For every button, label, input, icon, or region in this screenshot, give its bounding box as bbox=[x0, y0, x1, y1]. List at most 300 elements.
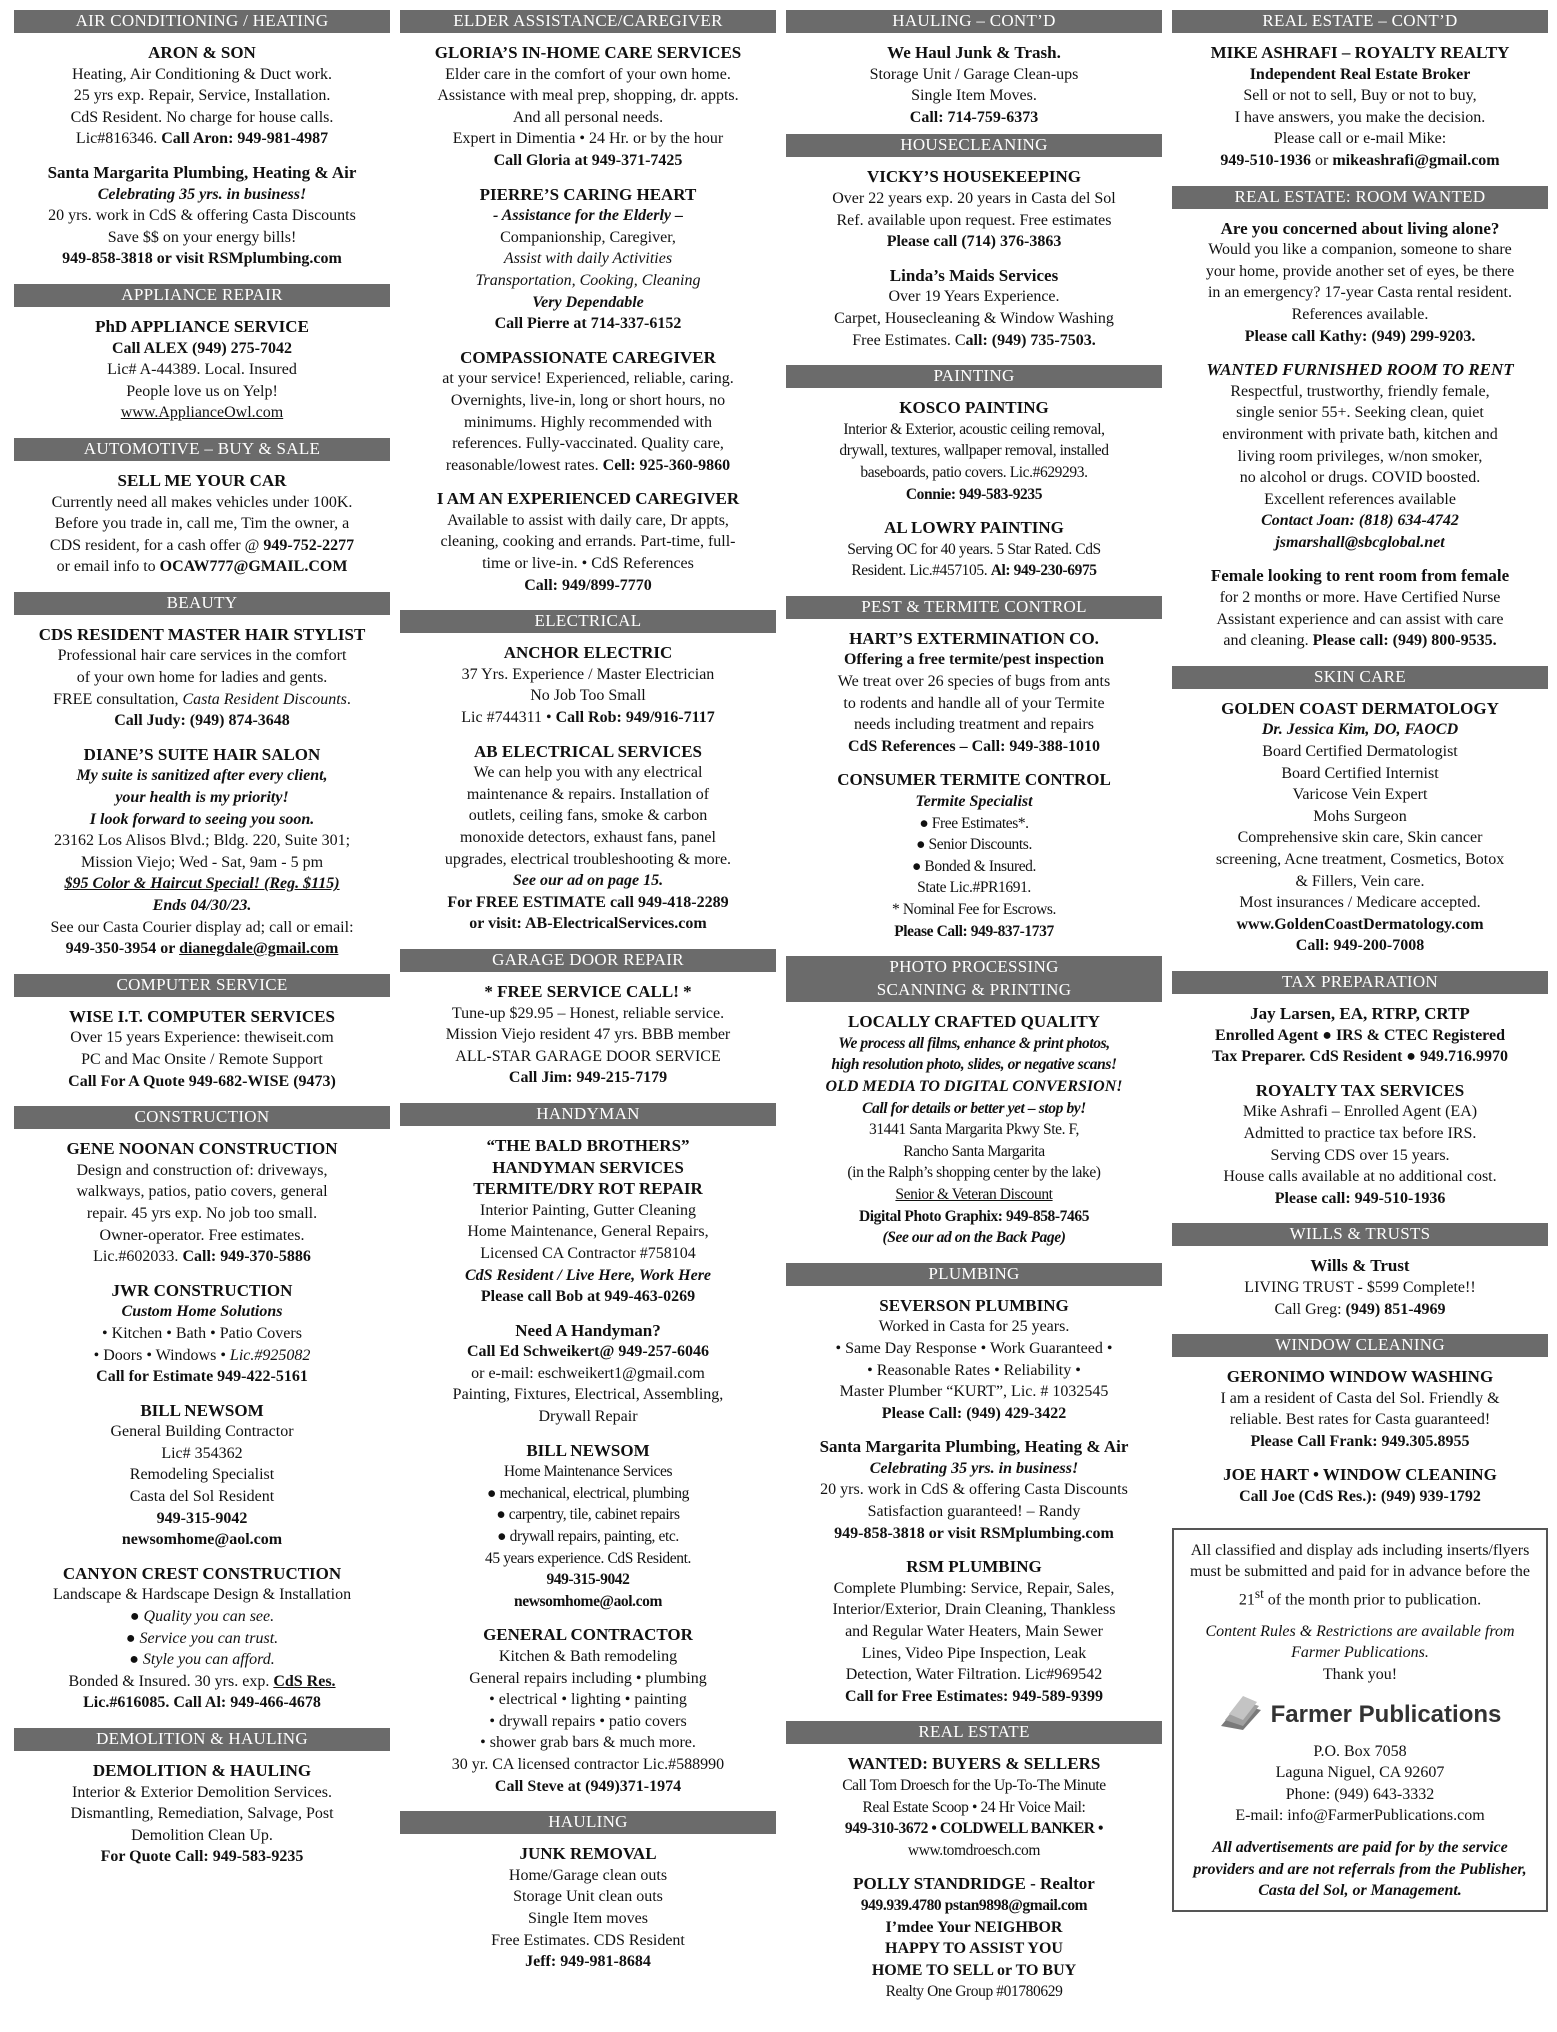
ad-kosco-painting bbox=[786, 397, 1162, 505]
ad-line: 37 Yrs. Experience / Master Electrician bbox=[461, 665, 715, 683]
section-header-housecleaning: HOUSECLEANING bbox=[786, 134, 1162, 157]
license-text: Lic #744311 • bbox=[461, 709, 552, 727]
column-2 bbox=[400, 8, 776, 2032]
ad-line: • Reasonable Rates • Reliability • bbox=[867, 1361, 1081, 1379]
publisher-notice-box bbox=[1172, 1528, 1548, 1912]
ad-al-lowry-painting bbox=[786, 517, 1162, 582]
ad-junk-removal bbox=[400, 1843, 776, 1973]
ad-line: Sell or not to sell, Buy or not to buy, bbox=[1243, 87, 1477, 105]
ad-general-contractor bbox=[400, 1624, 776, 1797]
section-header-painting: PAINTING bbox=[786, 365, 1162, 388]
ad-title: RSM PLUMBING bbox=[906, 1557, 1042, 1577]
column-1 bbox=[14, 8, 390, 2032]
ad-line: Lic# 354362 bbox=[161, 1444, 243, 1462]
ad-line: Assistance with meal prep, shopping, dr. appts. bbox=[437, 87, 739, 105]
ad-contact bbox=[1172, 150, 1548, 172]
ad-contact: Please call Kathy: (949) 299-9203. bbox=[1244, 327, 1476, 345]
ad-line: 23162 Los Alisos Blvd.; Bldg. 220, Suite 301; bbox=[53, 832, 351, 850]
ad-line: Board Certified Internist bbox=[1281, 764, 1439, 782]
discount-text: Casta Resident Discounts bbox=[182, 690, 347, 708]
section-header-electrical: ELECTRICAL bbox=[400, 610, 776, 633]
phone-text: all: (949) 735-7503. bbox=[965, 331, 1096, 349]
ad-line: Over 19 Years Experience. bbox=[888, 288, 1060, 306]
ad-line: Rancho Santa Margarita bbox=[903, 1142, 1045, 1160]
ad-title: BILL NEWSOM bbox=[140, 1400, 264, 1420]
ad-contact: Call: 714-759-6373 bbox=[909, 108, 1039, 126]
ad-tagline: Independent Real Estate Broker bbox=[1249, 65, 1471, 83]
ad-line: Comprehensive skin care, Skin cancer bbox=[1237, 829, 1483, 847]
ad-joan-room bbox=[1172, 359, 1548, 553]
ad-line: 45 years experience. CdS Resident. bbox=[485, 1549, 691, 1567]
ad-line: And all personal needs. bbox=[512, 108, 664, 126]
ad-line: Satisfaction guaranteed! – Randy bbox=[867, 1503, 1081, 1521]
ad-wise-it bbox=[14, 1006, 390, 1092]
ad-contact: Call ALEX (949) 275-7042 bbox=[112, 339, 292, 357]
section-header-photo-processing: PHOTO PROCESSING bbox=[786, 956, 1162, 979]
ad-line: Overnights, live-in, long or short hours, no bbox=[450, 391, 726, 409]
ad-line: Home Maintenance Services bbox=[503, 1463, 673, 1481]
section-header-garage-door: GARAGE DOOR REPAIR bbox=[400, 949, 776, 972]
ad-consumer-termite bbox=[786, 769, 1162, 942]
ad-bullet: ● Service you can trust. bbox=[125, 1629, 279, 1647]
ad-contact: Call for Estimate 949-422-5161 bbox=[96, 1368, 308, 1386]
email-text: newsomhome@aol.com bbox=[514, 1592, 662, 1610]
ad-line: Worked in Casta for 25 years. bbox=[878, 1318, 1070, 1336]
ad-line: environment with private bath, kitchen and bbox=[1222, 425, 1498, 443]
ad-line: ALL-STAR GARAGE DOOR SERVICE bbox=[455, 1047, 721, 1065]
section-header-air-conditioning: AIR CONDITIONING / HEATING bbox=[14, 10, 390, 33]
ad-line: Interior Painting, Gutter Cleaning bbox=[480, 1201, 696, 1219]
ad-tagline: See our ad on page 15. bbox=[512, 872, 664, 890]
ad-line: no alcohol or drugs. COVID boosted. bbox=[1239, 469, 1481, 487]
ad-contact: Please Call Frank: 949.305.8955 bbox=[1250, 1432, 1470, 1450]
ad-line: Respectful, trustworthy, friendly female, bbox=[1230, 382, 1490, 400]
ad-contact: Call for Free Estimates: 949-589-9399 bbox=[844, 1687, 1103, 1705]
ad-text: Call Greg: bbox=[1274, 1300, 1342, 1318]
ad-line: HOME TO SELL or TO BUY bbox=[871, 1961, 1077, 1979]
ad-title: SELL ME YOUR CAR bbox=[117, 470, 287, 490]
ad-text: Bonded & Insured. 30 yrs. exp. bbox=[68, 1672, 270, 1690]
ad-anchor-electric bbox=[400, 642, 776, 728]
ad-bullet: ● Style you can afford. bbox=[129, 1651, 275, 1669]
ad-contact: Call Ed Schweikert@ 949-257-6046 bbox=[467, 1343, 709, 1361]
ad-special-end: Ends 04/30/23. bbox=[152, 897, 252, 914]
farmer-publications-logo bbox=[1184, 1696, 1536, 1735]
ad-tagline: your health is my priority! bbox=[115, 789, 289, 807]
section-header-hauling-contd: HAULING – CONT’D bbox=[786, 10, 1162, 33]
ad-text: or bbox=[1315, 151, 1329, 169]
ad-text: • Doors • Windows • bbox=[93, 1346, 226, 1364]
phone-text: Please call: (949) 800-9535. bbox=[1312, 632, 1497, 650]
section-header-computer-service: COMPUTER SERVICE bbox=[14, 974, 390, 997]
ad-discount: Senior & Veteran Discount bbox=[895, 1185, 1053, 1203]
email-text: OCAW777@GMAIL.COM bbox=[159, 558, 348, 576]
ad-title: CONSUMER TERMITE CONTROL bbox=[837, 770, 1111, 790]
ad-line: • Same Day Response • Work Guaranteed • bbox=[835, 1339, 1113, 1357]
ad-line: Serving OC for 40 years. 5 Star Rated. CdS bbox=[847, 540, 1101, 558]
ad-title: Are you concerned about living alone? bbox=[1220, 218, 1500, 238]
ad-line: CdS Resident. No charge for house calls. bbox=[70, 108, 334, 126]
ad-line: Ref. available upon request. Free estimates bbox=[836, 211, 1112, 229]
ad-line: Licensed CA Contractor #758104 bbox=[480, 1244, 696, 1262]
ad-line: Available to assist with daily care, Dr appts, bbox=[447, 511, 729, 529]
ad-contact: 949-858-3818 or visit RSMplumbing.com bbox=[62, 250, 342, 268]
ad-contact: Call: 949-200-7008 bbox=[1295, 937, 1425, 955]
notice-text: of the month prior to publication. bbox=[1263, 1591, 1482, 1609]
notice-sup: st bbox=[1254, 1585, 1264, 1601]
ad-bill-newsom-handyman bbox=[400, 1440, 776, 1613]
ad-line: I am a resident of Casta del Sol. Friendly & bbox=[1220, 1389, 1500, 1407]
ad-line: Drywall Repair bbox=[538, 1408, 638, 1426]
ad-line bbox=[786, 560, 1162, 582]
ad-title: HANDYMAN SERVICES bbox=[492, 1157, 684, 1177]
ad-line: Would you like a companion, someone to share bbox=[1208, 241, 1512, 259]
ad-title: VICKY’S HOUSEKEEPING bbox=[867, 167, 1081, 187]
column-4 bbox=[1172, 8, 1548, 2032]
ad-line: Before you trade in, call me, Tim the owner, a bbox=[54, 515, 350, 533]
ad-tagline: We process all films, enhance & print photos, bbox=[838, 1034, 1110, 1052]
ad-line: General Building Contractor bbox=[110, 1423, 294, 1441]
ad-bullet: ● drywall repairs, painting, etc. bbox=[497, 1528, 679, 1546]
ad-line: Storage Unit clean outs bbox=[513, 1888, 663, 1906]
ad-jwr-construction bbox=[14, 1280, 390, 1388]
ad-ed-schweikert bbox=[400, 1320, 776, 1428]
section-header-demolition: DEMOLITION & HAULING bbox=[14, 1728, 390, 1751]
section-header-construction: CONSTRUCTION bbox=[14, 1106, 390, 1129]
ad-santa-margarita-plumbing bbox=[14, 162, 390, 270]
ad-contact bbox=[14, 938, 390, 960]
column-3 bbox=[786, 8, 1162, 2032]
ad-line: Complete Plumbing: Service, Repair, Sales, bbox=[833, 1579, 1115, 1597]
ad-tagline: Celebrating 35 yrs. in business! bbox=[869, 1459, 1079, 1477]
ad-line bbox=[1172, 1299, 1548, 1321]
ad-demolition-hauling bbox=[14, 1760, 390, 1868]
ad-line: (in the Ralph’s shopping center by the lake) bbox=[847, 1164, 1101, 1182]
website-link[interactable]: www.ApplianceOwl.com bbox=[120, 404, 284, 422]
ad-tagline: My suite is sanitized after every client, bbox=[76, 767, 328, 785]
ad-bullet: ● Free Estimates*. bbox=[919, 814, 1029, 832]
ad-line bbox=[14, 128, 390, 150]
ad-line: General repairs including • plumbing bbox=[469, 1669, 707, 1687]
section-header-real-estate: REAL ESTATE bbox=[786, 1721, 1162, 1744]
ad-line: 31441 Santa Margarita Pkwy Ste. F, bbox=[868, 1121, 1080, 1139]
ad-line: walkways, patios, patio covers, general bbox=[76, 1183, 328, 1201]
ad-line: Mission Viejo resident 47 yrs. BBB member bbox=[445, 1026, 731, 1044]
ad-line bbox=[14, 556, 390, 578]
ad-line: Interior & Exterior, acoustic ceiling removal, bbox=[843, 420, 1105, 438]
ad-line: Assistant experience and can assist with care bbox=[1216, 610, 1504, 628]
ad-rsm-plumbing bbox=[786, 1556, 1162, 1707]
ad-title: ARON & SON bbox=[148, 43, 256, 62]
ad-title: MIKE ASHRAFI – ROYALTY REALTY bbox=[1210, 43, 1510, 62]
ad-line: Landscape & Hardscape Design & Installation bbox=[52, 1586, 352, 1604]
ad-bald-brothers bbox=[400, 1135, 776, 1308]
ad-line: Transportation, Cooking, Cleaning bbox=[475, 271, 701, 289]
ad-royalty-tax bbox=[1172, 1080, 1548, 1210]
ad-line bbox=[14, 1246, 390, 1268]
ad-title: LOCALLY CRAFTED QUALITY bbox=[848, 1012, 1100, 1032]
ad-reference: (See our ad on the Back Page) bbox=[882, 1229, 1066, 1247]
ad-contact: Call Gloria at 949-371-7425 bbox=[493, 151, 683, 169]
ad-line: References available. bbox=[1291, 305, 1429, 323]
ad-tagline: high resolution photo, slides, or negative scans! bbox=[831, 1056, 1117, 1074]
ad-title: HART’S EXTERMINATION CO. bbox=[849, 628, 1099, 648]
ad-line: Serving CDS over 15 years. bbox=[1270, 1146, 1450, 1164]
ad-title: Santa Margarita Plumbing, Heating & Air bbox=[47, 162, 357, 182]
ad-line: Expert in Dimentia • 24 Hr. or by the hour bbox=[452, 130, 724, 148]
ad-title: JOE HART • WINDOW CLEANING bbox=[1223, 1465, 1497, 1485]
ad-line: minimums. Highly recommended with bbox=[464, 413, 712, 431]
ad-title: CDS RESIDENT MASTER HAIR STYLIST bbox=[38, 624, 366, 644]
ad-tagline: Very Dependable bbox=[532, 293, 644, 311]
notice-email: E-mail: info@FarmerPublications.com bbox=[1235, 1807, 1485, 1825]
section-header-beauty: BEAUTY bbox=[14, 592, 390, 615]
ad-line: & Fillers, Vein care. bbox=[1295, 872, 1425, 890]
notice-thanks: Thank you! bbox=[1322, 1665, 1398, 1683]
ad-line: Master Plumber “KURT”, Lic. # 1032545 bbox=[839, 1383, 1109, 1401]
book-stack-icon bbox=[1219, 1696, 1263, 1735]
ad-line: Remodeling Specialist bbox=[129, 1466, 275, 1484]
ad-contact: or visit: AB-ElectricalServices.com bbox=[469, 915, 707, 933]
ad-line: 20 yrs. work in CdS & offering Casta Discounts bbox=[48, 207, 356, 225]
ad-line: Over 22 years exp. 20 years in Casta del Sol bbox=[832, 189, 1116, 207]
email-text: jsmarshall@sbcglobal.net bbox=[1275, 533, 1445, 551]
ad-line: Over 15 years Experience: thewiseit.com bbox=[70, 1029, 334, 1047]
ad-geronimo-window bbox=[1172, 1366, 1548, 1452]
ad-line: Painting, Fixtures, Electrical, Assembling, bbox=[452, 1386, 724, 1404]
ad-contact: Jeff: 949-981-8684 bbox=[525, 1953, 651, 1971]
ad-line: Mohs Surgeon bbox=[1313, 807, 1407, 825]
ad-line: Casta del Sol Resident bbox=[129, 1488, 275, 1506]
ad-title: ROYALTY TAX SERVICES bbox=[1255, 1080, 1465, 1100]
section-header-plumbing: PLUMBING bbox=[786, 1263, 1162, 1286]
license-text: Lic.#602033. bbox=[93, 1248, 179, 1266]
ad-line: your home, provide another set of eyes, be there bbox=[1205, 262, 1515, 280]
ad-line: • drywall repairs • patio covers bbox=[489, 1712, 687, 1730]
ad-line bbox=[1172, 630, 1548, 652]
ad-title: “THE BALD BROTHERS” bbox=[486, 1135, 690, 1155]
ad-line: Admitted to practice tax before IRS. bbox=[1243, 1124, 1477, 1142]
ad-line: • Kitchen • Bath • Patio Covers bbox=[102, 1324, 302, 1342]
ad-line: maintenance & repairs. Installation of bbox=[466, 785, 710, 803]
ad-line: and Regular Water Heaters, Main Sewer bbox=[845, 1623, 1103, 1641]
ad-ab-electrical bbox=[400, 741, 776, 935]
ad-kathy-companion bbox=[1172, 218, 1548, 348]
ad-line: Companionship, Caregiver, bbox=[500, 228, 676, 246]
ad-line: screening, Acne treatment, Cosmetics, Botox bbox=[1215, 851, 1505, 868]
ad-all-star-garage bbox=[400, 981, 776, 1089]
ad-line: We can help you with any electrical bbox=[473, 764, 703, 782]
ad-sell-me-your-car bbox=[14, 470, 390, 578]
ad-line: HAPPY TO ASSIST YOU bbox=[885, 1940, 1063, 1958]
ad-line: Save $$ on your energy bills! bbox=[107, 228, 297, 246]
ad-contact: 949-310-3672 • COLDWELL BANKER • bbox=[844, 1820, 1104, 1838]
ad-canyon-crest bbox=[14, 1563, 390, 1714]
ad-contact: Call Judy: (949) 874-3648 bbox=[114, 712, 290, 730]
ad-title: TERMITE/DRY ROT REPAIR bbox=[473, 1179, 703, 1199]
ad-female-room bbox=[1172, 565, 1548, 651]
ad-text: CDS resident, for a cash offer @ bbox=[49, 536, 260, 554]
ad-title: Santa Margarita Plumbing, Heating & Air bbox=[819, 1437, 1129, 1457]
notice-text: All classified and display ads including inserts/flyers must be submitted and paid for in advance before the 21 bbox=[1190, 1541, 1530, 1609]
ad-line: Mike Ashrafi – Enrolled Agent (EA) bbox=[1242, 1103, 1478, 1121]
license-text: Lic.#925082 bbox=[229, 1346, 311, 1364]
ad-contact: 949.939.4780 pstan9898@gmail.com bbox=[860, 1896, 1088, 1914]
ad-line: I’mdee Your NEIGHBOR bbox=[885, 1918, 1063, 1936]
ad-title: WANTED FURNISHED ROOM TO RENT bbox=[1206, 360, 1514, 380]
ad-title: JWR CONSTRUCTION bbox=[111, 1280, 293, 1300]
email-text: mikeashrafi@gmail.com bbox=[1332, 151, 1500, 169]
ad-line: to rodents and handle all of your Termite bbox=[843, 694, 1105, 712]
ad-harts-extermination bbox=[786, 628, 1162, 758]
ad-line: in an emergency? 17-year Casta rental resident. bbox=[1207, 284, 1512, 302]
phone-text: 949-752-2277 bbox=[263, 536, 355, 554]
ad-special: $95 Color & Haircut Special! (Reg. $115) bbox=[64, 875, 340, 893]
ad-title: POLLY STANDRIDGE - Realtor bbox=[853, 1874, 1095, 1894]
ad-line: Single Item moves bbox=[528, 1909, 648, 1927]
email-text: newsomhome@aol.com bbox=[121, 1531, 283, 1549]
ad-line: I have answers, you make the decision. bbox=[1234, 108, 1486, 126]
ad-line: Heating, Air Conditioning & Duct work. bbox=[72, 65, 332, 83]
ad-line bbox=[400, 455, 776, 477]
ad-line: Detection, Water Filtration. Lic#969542 bbox=[845, 1666, 1103, 1684]
ad-line: Please call or e-mail Mike: bbox=[1273, 130, 1447, 148]
ad-line: * Nominal Fee for Escrows. bbox=[892, 901, 1056, 918]
ad-line: People love us on Yelp! bbox=[126, 382, 278, 400]
ad-contact: Call For A Quote 949-682-WISE (9473) bbox=[68, 1072, 336, 1090]
ad-text: . bbox=[346, 690, 351, 708]
ad-line: Single Item Moves. bbox=[911, 87, 1037, 105]
ad-line: Interior & Exterior Demolition Services. bbox=[72, 1783, 332, 1801]
section-header-hauling: HAULING bbox=[400, 1811, 776, 1834]
notice-rules: Content Rules & Restrictions are available from Farmer Publications. bbox=[1205, 1622, 1515, 1662]
ad-line: Varicose Vein Expert bbox=[1292, 786, 1428, 804]
ad-contact: Please Call: (949) 429-3422 bbox=[881, 1404, 1067, 1422]
ad-text: reasonable/lowest rates. bbox=[445, 456, 599, 474]
ad-dianes-suite bbox=[14, 744, 390, 960]
ad-line: Elder care in the comfort of your own home. bbox=[445, 65, 731, 83]
license-text: Resident. Lic.#457105. bbox=[851, 562, 988, 580]
ad-line: PC and Mac Onsite / Remote Support bbox=[81, 1050, 323, 1068]
section-header-window-cleaning: WINDOW CLEANING bbox=[1172, 1334, 1548, 1357]
ad-title: Wills & Trust bbox=[1310, 1256, 1410, 1276]
section-header-appliance-repair: APPLIANCE REPAIR bbox=[14, 284, 390, 307]
ad-tagline: Termite Specialist bbox=[915, 793, 1033, 811]
ad-bullet: ● Senior Discounts. bbox=[916, 836, 1032, 854]
ad-line: reliable. Best rates for Casta guaranteed! bbox=[1229, 1411, 1491, 1429]
ad-text: FREE consultation, bbox=[53, 690, 179, 708]
ad-mike-ashrafi-realty bbox=[1172, 42, 1548, 172]
notice-disclaimer: All advertisements are paid for by the service providers and are not referrals from the Publisher, Casta del Sol, or Management. bbox=[1193, 1838, 1527, 1900]
ad-line: time or live-in. • CdS References bbox=[482, 555, 694, 573]
email-link[interactable]: dianegdale@gmail.com bbox=[179, 940, 339, 958]
ad-title: GLORIA’S IN-HOME CARE SERVICES bbox=[434, 43, 742, 62]
ad-contact: CdS References – Call: 949-388-1010 bbox=[847, 737, 1101, 755]
section-header-room-wanted: REAL ESTATE: ROOM WANTED bbox=[1172, 186, 1548, 209]
ad-line: Design and construction of: driveways, bbox=[76, 1161, 328, 1179]
ad-title: Jay Larsen, EA, RTRP, CRTP bbox=[1250, 1003, 1470, 1023]
ad-locally-crafted bbox=[786, 1011, 1162, 1249]
ad-bill-newsom-construction bbox=[14, 1400, 390, 1551]
ad-tagline: Call for details or better yet – stop by! bbox=[862, 1099, 1086, 1117]
phone-text: 949-350-3954 or bbox=[65, 940, 176, 958]
notice-address: P.O. Box 7058 bbox=[1313, 1742, 1407, 1760]
ad-title: * FREE SERVICE CALL! * bbox=[484, 981, 692, 1001]
ad-line: upgrades, electrical troubleshooting & more. bbox=[444, 850, 732, 868]
ad-line: Carpet, Housecleaning & Window Washing bbox=[834, 309, 1114, 327]
ad-line: 25 yrs exp. Repair, Service, Installation. bbox=[73, 87, 331, 105]
ad-line: Assist with daily Activities bbox=[503, 250, 673, 268]
ad-line: 20 yrs. work in CdS & offering Casta Discounts bbox=[820, 1481, 1128, 1499]
ad-line: Interior/Exterior, Drain Cleaning, Thankless bbox=[832, 1601, 1116, 1619]
ad-line bbox=[14, 535, 390, 557]
ad-contact: Please Call: 949-837-1737 bbox=[894, 922, 1054, 940]
ad-title: GOLDEN COAST DERMATOLOGY bbox=[1221, 698, 1499, 718]
ad-title: Female looking to rent room from female bbox=[1210, 566, 1510, 586]
ad-line: Enrolled Agent ● IRS & CTEC Registered bbox=[1215, 1026, 1505, 1044]
ad-line: drywall, textures, wallpaper removal, installed bbox=[839, 442, 1109, 460]
ad-line: See our Casta Courier display ad; call or email: bbox=[50, 918, 354, 936]
ad-tom-droesch bbox=[786, 1753, 1162, 1861]
ad-tagline: CdS Resident / Live Here, Work Here bbox=[464, 1266, 712, 1284]
section-header-elder-assistance: ELDER ASSISTANCE/CAREGIVER bbox=[400, 10, 776, 33]
ad-line: Home Maintenance, General Repairs, bbox=[467, 1223, 709, 1241]
website-text: www.tomdroesch.com bbox=[907, 1841, 1041, 1859]
ad-line: Kitchen & Bath remodeling bbox=[498, 1648, 678, 1665]
ad-line: needs including treatment and repairs bbox=[854, 716, 1094, 734]
ad-title: KOSCO PAINTING bbox=[899, 398, 1049, 418]
phone-text: Cell: 925-360-9860 bbox=[602, 456, 731, 474]
ad-aron-and-son bbox=[14, 42, 390, 150]
ad-line: Board Certified Dermatologist bbox=[1262, 743, 1458, 761]
ad-title: PhD APPLIANCE SERVICE bbox=[95, 316, 309, 336]
ad-title: We Haul Junk & Trash. bbox=[887, 43, 1061, 62]
ad-line: Currently need all makes vehicles under 100K. bbox=[51, 493, 353, 511]
ad-polly-standridge bbox=[786, 1873, 1162, 2003]
ad-lindas-maids bbox=[786, 265, 1162, 351]
phone-text: 949-510-1936 bbox=[1220, 151, 1311, 169]
ad-title: JUNK REMOVAL bbox=[519, 1844, 657, 1864]
section-header-tax-preparation: TAX PREPARATION bbox=[1172, 971, 1548, 994]
phone-text: Call Aron: 949-981-4987 bbox=[161, 130, 329, 148]
ad-contact: Contact Joan: (818) 634-4742 bbox=[1261, 512, 1459, 530]
ad-title: BILL NEWSOM bbox=[526, 1440, 650, 1460]
ad-line: living room privileges, w/non smoker, bbox=[1237, 447, 1483, 465]
ad-pierres-caring-heart bbox=[400, 184, 776, 335]
phone-text: Al: 949-230-6975 bbox=[990, 562, 1097, 580]
ad-line bbox=[786, 330, 1162, 352]
ad-line: 30 yr. CA licensed contractor Lic.#588990 bbox=[451, 1755, 725, 1773]
ad-vickys-housekeeping bbox=[786, 166, 1162, 252]
ad-contact: Please call Bob at 949-463-0269 bbox=[480, 1288, 696, 1306]
ad-title: I AM AN EXPERIENCED CAREGIVER bbox=[436, 489, 740, 509]
ad-text: or email info to bbox=[56, 558, 156, 576]
ad-tagline: Celebrating 35 yrs. in business! bbox=[97, 185, 307, 203]
ad-contact: For Quote Call: 949-583-9235 bbox=[100, 1848, 304, 1866]
section-header-pest-termite: PEST & TERMITE CONTROL bbox=[786, 596, 1162, 619]
ad-bullet: ● mechanical, electrical, plumbing bbox=[487, 1484, 689, 1502]
ad-text: and cleaning. bbox=[1223, 632, 1309, 650]
ad-line bbox=[14, 1345, 390, 1367]
section-header-automotive: AUTOMOTIVE – BUY & SALE bbox=[14, 438, 390, 461]
ad-contact: Connie: 949-583-9235 bbox=[905, 485, 1043, 503]
ad-line: Demolition Clean Up. bbox=[131, 1826, 273, 1844]
ad-title: GERONIMO WINDOW WASHING bbox=[1226, 1367, 1494, 1387]
ad-golden-coast-dermatology bbox=[1172, 698, 1548, 957]
ad-line: No Job Too Small bbox=[530, 687, 646, 705]
ad-glorias-care bbox=[400, 42, 776, 172]
ad-line: Professional hair care services in the comfort bbox=[57, 647, 347, 665]
